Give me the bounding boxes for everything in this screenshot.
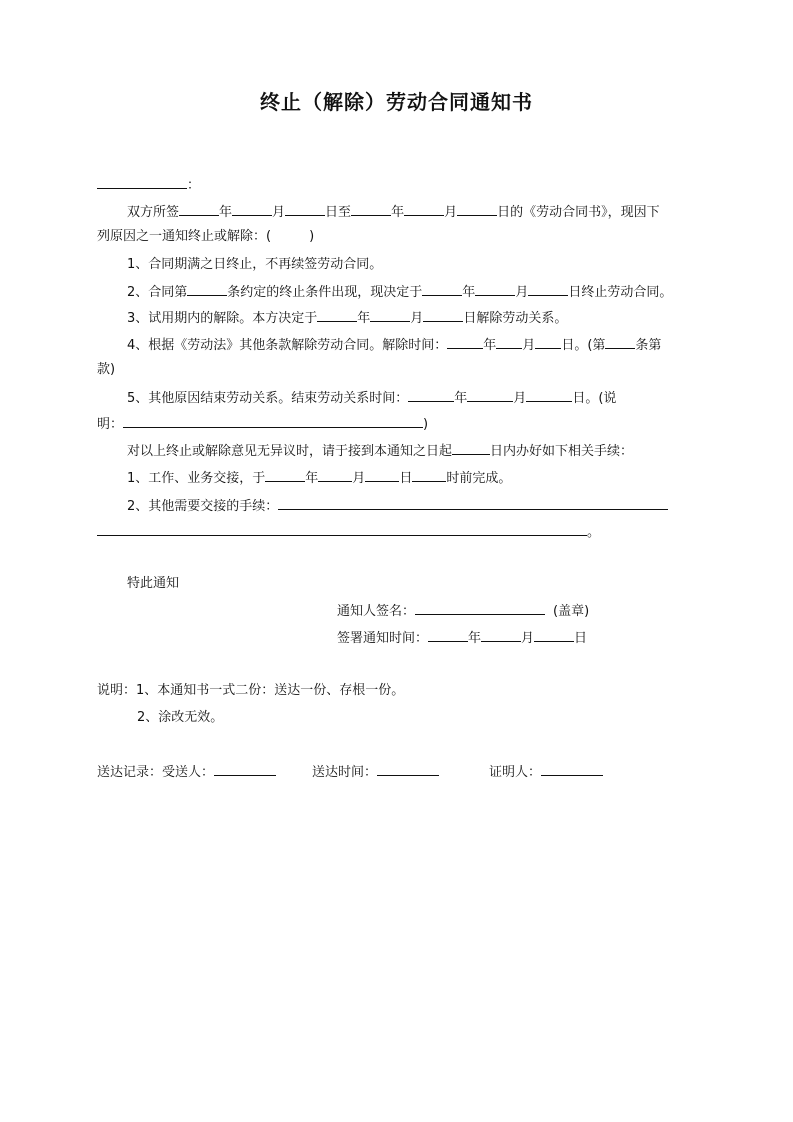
- item2-day-blank[interactable]: [528, 282, 568, 296]
- item3-year-blank[interactable]: [317, 308, 357, 322]
- sign-year-blank[interactable]: [179, 202, 219, 216]
- step-2-line-2: 。: [97, 522, 600, 542]
- item3-month-blank[interactable]: [370, 308, 410, 322]
- end-month-blank[interactable]: [404, 202, 444, 216]
- item3-day-blank[interactable]: [423, 308, 463, 322]
- step1-year-blank[interactable]: [265, 468, 305, 482]
- sign-time-line: 签署通知时间： 年 月 日: [337, 628, 587, 648]
- signtime-year-blank[interactable]: [428, 628, 468, 642]
- step-2-line-1: 2、其他需要交接的手续：: [127, 496, 668, 516]
- item-3: 3、试用期内的解除。本方决定于 年 月 日解除劳动关系。: [127, 308, 567, 328]
- witness-blank[interactable]: [541, 762, 603, 776]
- item5-day-blank[interactable]: [526, 388, 572, 402]
- other-procedures-blank-1[interactable]: [278, 496, 668, 510]
- item4-year-blank[interactable]: [447, 335, 483, 349]
- addressee-line: [97, 175, 200, 195]
- step1-day-blank[interactable]: [365, 468, 399, 482]
- signer-blank[interactable]: [415, 601, 545, 615]
- procedures-intro: 对以上终止或解除意见无异议时，请于接到本通知之日起 日内办好如下相关手续：: [127, 441, 633, 461]
- item-4-line-1: 4、根据《劳动法》其他条款解除劳动合同。解除时间： 年 月 日。(第 条第: [127, 335, 661, 355]
- signtime-day-blank[interactable]: [534, 628, 574, 642]
- item-2: 2、合同第 条约定的终止条件出现，现决定于 年 月 日终止劳动合同。: [127, 282, 672, 302]
- signtime-month-blank[interactable]: [481, 628, 521, 642]
- end-day-blank[interactable]: [457, 202, 497, 216]
- item4-month-blank[interactable]: [496, 335, 522, 349]
- delivery-record: 送达记录：受送人： 送达时间： 证明人：: [97, 762, 603, 782]
- days-blank[interactable]: [452, 441, 490, 455]
- note-2: 2、涂改无效。: [137, 710, 224, 725]
- item-5-line-1: 5、其他原因结束劳动关系。结束劳动关系时间： 年 月 日。(说: [127, 388, 616, 408]
- step1-hour-blank[interactable]: [412, 468, 446, 482]
- intro-line-2: 列原因之一通知终止或解除：( ): [97, 229, 315, 244]
- item-4-line-2: 款): [97, 362, 116, 377]
- item5-month-blank[interactable]: [467, 388, 513, 402]
- item-1: 1、合同期满之日终止，不再续签劳动合同。: [127, 257, 383, 272]
- document-title: 终止（解除）劳动合同通知书: [260, 90, 533, 114]
- step1-month-blank[interactable]: [318, 468, 352, 482]
- item4-day-blank[interactable]: [535, 335, 561, 349]
- intro-line-1: 双方所签 年 月 日至 年 月 日的《劳动合同书》，现因下: [127, 202, 660, 222]
- item2-year-blank[interactable]: [422, 282, 462, 296]
- note-1: 说明：1、本通知书一式二份：送达一份、存根一份。: [97, 683, 405, 698]
- step-1: 1、工作、业务交接，于 年 月 日 时前完成。: [127, 468, 511, 488]
- sign-month-blank[interactable]: [232, 202, 272, 216]
- item2-month-blank[interactable]: [475, 282, 515, 296]
- recipient-blank[interactable]: [214, 762, 276, 776]
- addressee-blank[interactable]: [97, 175, 187, 189]
- other-procedures-blank-2[interactable]: [97, 522, 587, 536]
- delivery-time-blank[interactable]: [377, 762, 439, 776]
- colon: ：: [187, 178, 201, 193]
- clause-no-blank[interactable]: [187, 282, 227, 296]
- item4-article-blank[interactable]: [605, 335, 635, 349]
- item5-year-blank[interactable]: [408, 388, 454, 402]
- sign-day-blank[interactable]: [285, 202, 325, 216]
- signer-line: 通知人签名： (盖章): [337, 601, 589, 621]
- end-year-blank[interactable]: [351, 202, 391, 216]
- item5-explanation-blank[interactable]: [123, 414, 423, 428]
- item-5-line-2: 明： ): [97, 414, 428, 434]
- special-notice: 特此通知: [127, 576, 180, 591]
